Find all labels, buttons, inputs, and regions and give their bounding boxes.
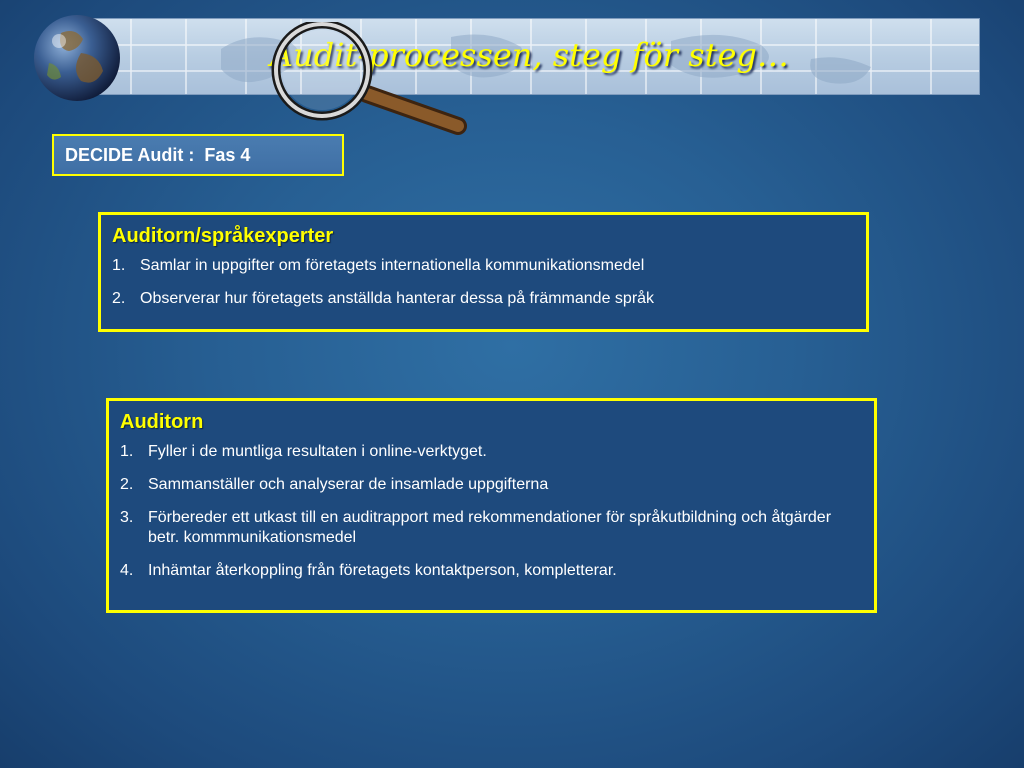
- phase-label: DECIDE Audit : Fas 4: [52, 134, 344, 176]
- list-item: [112, 256, 856, 276]
- list-item: [120, 508, 864, 548]
- section-heading: Auditorn/språkexperter: [112, 225, 334, 247]
- item-text: Sammanställer och analyserar de insamlade uppgifterna: [148, 476, 549, 493]
- list-item: [112, 289, 856, 309]
- section-auditor: [106, 398, 877, 613]
- item-number: 4.: [120, 562, 134, 579]
- section-language-experts: [98, 212, 869, 332]
- list-item: [120, 561, 864, 581]
- item-text: Förbereder ett utkast till en auditrapport med rekommendationer för språkutbildning och åtgärder betr. kommmunikationsmedel: [148, 509, 832, 546]
- list-item: [120, 442, 864, 462]
- item-number: 3.: [120, 509, 134, 526]
- item-number: 2.: [120, 476, 134, 493]
- item-number: 2.: [112, 290, 126, 307]
- magnifying-glass-icon: [262, 22, 472, 140]
- item-text: Observerar hur företagets anställda hanterar dessa på främmande språk: [140, 290, 655, 307]
- step-list: [120, 442, 864, 581]
- item-number: 1.: [120, 443, 134, 460]
- step-list: [112, 256, 856, 309]
- list-item: [120, 475, 864, 495]
- section-heading: Auditorn: [120, 411, 204, 433]
- item-number: 1.: [112, 257, 126, 274]
- item-text: Fyller i de muntliga resultaten i online-verktyget.: [148, 443, 487, 460]
- item-text: Samlar in uppgifter om företagets internationella kommunikationsmedel: [140, 257, 645, 274]
- item-text: Inhämtar återkoppling från företagets kontaktperson, kompletterar.: [148, 562, 617, 579]
- globe-icon: [31, 13, 123, 103]
- page-title: Audit-processen, steg för steg…: [270, 36, 789, 74]
